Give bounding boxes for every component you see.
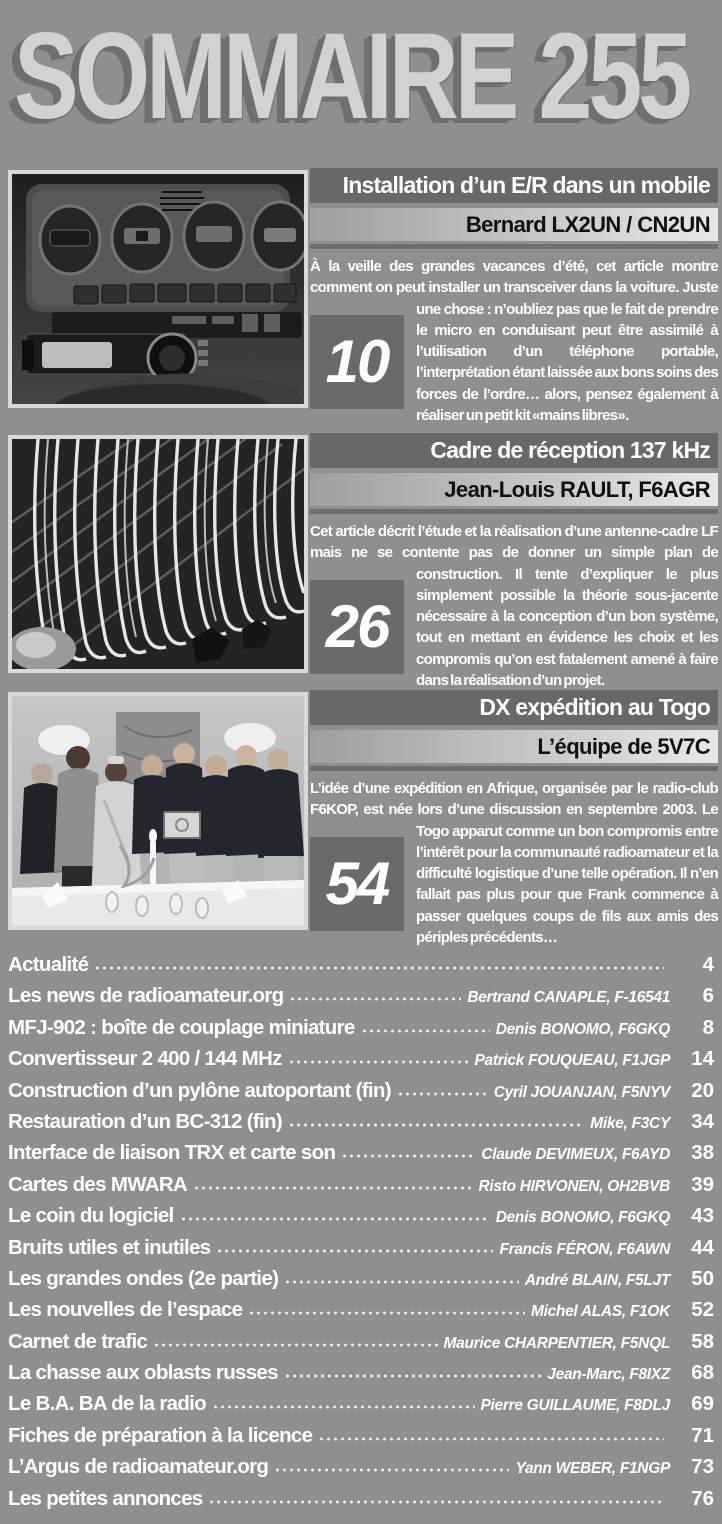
- toc-page-number: 76: [691, 1486, 714, 1510]
- toc-title: Cartes des MWARA: [8, 1172, 188, 1196]
- car-dashboard-photo-illustration: [12, 174, 304, 404]
- leader-dots: [397, 1091, 488, 1097]
- feature-title: DX expédition au Togo: [310, 690, 718, 725]
- leader-dots: [208, 1499, 664, 1505]
- toc-page-number: 50: [691, 1266, 714, 1290]
- toc-author: Denis BONOMO, F6GKQ: [495, 1209, 670, 1227]
- toc-row: [8, 1361, 714, 1392]
- toc-page-number: 44: [691, 1235, 714, 1259]
- leader-dots: [341, 1153, 475, 1159]
- feature-page-number: 10: [310, 315, 404, 409]
- toc-author: Claude DEVIMEUX, F6AYD: [481, 1146, 670, 1164]
- feature-summary: [310, 256, 718, 426]
- toc-page-number: 14: [691, 1047, 714, 1071]
- toc-author: Yann WEBER, F1NGP: [515, 1460, 670, 1478]
- toc-author: Mike, F3CY: [590, 1114, 670, 1132]
- leader-dots: [288, 1122, 584, 1128]
- toc-row: [8, 1455, 714, 1486]
- feature-page-number: 26: [310, 580, 404, 674]
- toc-author: Jean-Marc, F8IXZ: [547, 1366, 670, 1384]
- toc-page-number: 43: [691, 1204, 714, 1228]
- feature-page-number: 54: [310, 837, 404, 931]
- divider-rule: [310, 766, 718, 771]
- leader-dots: [248, 1310, 525, 1316]
- toc-page-number: 68: [691, 1361, 714, 1385]
- toc-page-number: 6: [702, 984, 714, 1008]
- toc-row: [8, 1267, 714, 1298]
- feature-author: Jean-Louis RAULT, F6AGR: [310, 473, 718, 506]
- toc-title: Les nouvelles de l’espace: [8, 1298, 243, 1322]
- feature-summary: [310, 521, 718, 691]
- leader-dots: [94, 965, 664, 971]
- toc-page-number: 34: [691, 1109, 714, 1133]
- toc-page-number: 52: [691, 1298, 714, 1322]
- toc-title: Bruits utiles et inutiles: [8, 1235, 211, 1259]
- feature-author: Bernard LX2UN / CN2UN: [310, 208, 718, 241]
- toc-row: [8, 1173, 714, 1204]
- toc-row: [8, 1047, 714, 1078]
- leader-dots: [284, 1279, 518, 1285]
- leader-dots: [288, 1059, 469, 1065]
- toc-row: [8, 1424, 714, 1455]
- toc-row: [8, 1141, 714, 1172]
- toc-title: Les news de radioamateur.org: [8, 984, 284, 1008]
- leader-dots: [274, 1467, 509, 1473]
- toc-page-number: 71: [691, 1423, 714, 1447]
- toc-row: [8, 1016, 714, 1047]
- feature-article-mobile-install: [0, 168, 722, 425]
- leader-dots: [289, 996, 461, 1002]
- toc-title: Les grandes ondes (2e partie): [8, 1266, 279, 1290]
- toc-page-number: 8: [702, 1015, 714, 1039]
- toc-title: Restauration d’un BC-312 (fin): [8, 1109, 282, 1133]
- leader-dots: [216, 1248, 493, 1254]
- toc-row: [8, 1298, 714, 1329]
- toc-row: [8, 1236, 714, 1267]
- toc-title: Interface de liaison TRX et carte son: [8, 1141, 336, 1165]
- toc-row: [8, 953, 714, 984]
- toc-title: Les petites annonces: [8, 1486, 203, 1510]
- toc-author: Denis BONOMO, F6GKQ: [495, 1020, 670, 1038]
- page-title: SOMMAIRE 255: [14, 7, 689, 145]
- antenna-windings-photo-illustration: [12, 439, 304, 669]
- toc-page-number: 58: [691, 1329, 714, 1353]
- feature-article-togo-dxpedition: [0, 690, 722, 947]
- feature-article-137khz-loop: [0, 433, 722, 690]
- leader-dots: [284, 1373, 541, 1379]
- toc-page-number: 4: [702, 953, 714, 976]
- feature-summary-text: Cet article décrit l’étude et la réalisation d’une antenne-cadre LF mais ne se contente pas de donner un simple plan de construction. Il tente d’expliquer le plus simplement possible la théorie sous-jacente nécessaire à la conception d’un bon système, tout en mettant en évidence les choix et les compromis qu’on est fatalement amené à faire dans la réalisation d’un projet.: [310, 523, 718, 690]
- toc-author: André BLAIN, F5LJT: [524, 1271, 670, 1289]
- toc-row: [8, 1079, 714, 1110]
- toc-title: Convertisseur 2 400 / 144 MHz: [8, 1047, 282, 1071]
- feature-summary: [310, 778, 718, 948]
- toc-page-number: 69: [691, 1392, 714, 1416]
- toc-title: Fiches de préparation à la licence: [8, 1423, 313, 1447]
- feature-title: Cadre de réception 137 kHz: [310, 433, 718, 468]
- toc-title: Le coin du logiciel: [8, 1204, 174, 1228]
- toc-title: Le B.A. BA de la radio: [8, 1392, 206, 1416]
- leader-dots: [212, 1404, 475, 1410]
- leader-dots: [153, 1342, 437, 1348]
- feature-summary-text: À la veille des grandes vacances d’été, cet article montre comment on peut installer un transceiver dans la voiture. Juste une chose : n’oubliez pas que le fait de prendre le micro en conduisant peut être assimilé à l’utilisation d’un téléphone portable, l’interprétation étant laissée aux bons soins des forces de l’ordre… alors, pensez également à réaliser un petit kit «mains libres».: [310, 258, 718, 425]
- leader-dots: [180, 1216, 490, 1222]
- toc-page-number: 20: [691, 1078, 714, 1102]
- feature-title: Installation d’un E/R dans un mobile: [310, 168, 718, 203]
- feature-photo: [8, 692, 308, 930]
- toc-title: Carnet de trafic: [8, 1329, 148, 1353]
- toc-author: Maurice CHARPENTIER, F5NQL: [443, 1334, 670, 1352]
- toc-author: Pierre GUILLAUME, F8DLJ: [480, 1397, 670, 1415]
- divider-rule: [310, 244, 718, 249]
- toc-author: Bertrand CANAPLE, F-16541: [467, 989, 670, 1007]
- toc-author: Francis FÉRON, F6AWN: [499, 1240, 670, 1258]
- feature-photo: [8, 170, 308, 408]
- toc-author: Cyril JOUANJAN, F5NYV: [493, 1083, 670, 1101]
- toc-title: Actualité: [8, 953, 89, 976]
- toc-row: [8, 984, 714, 1015]
- toc-title: La chasse aux oblasts russes: [8, 1361, 278, 1385]
- feature-summary-text: L’idée d’une expédition en Afrique, organisée par le radio-club F6KOP, est née lors d’une discussion en septembre 2003. Le Togo apparut comme un bon compromis entre l’intérêt pour la communauté radioamateur et la difficulté logistique d’une telle opération. Il n’en fallait pas plus pour que Frank commence à passer quelques coups de fils aux amis des périples précédents…: [310, 780, 718, 947]
- toc-row: [8, 1487, 714, 1518]
- leader-dots: [361, 1028, 490, 1034]
- toc-title: Construction d’un pylône autoportant (fin): [8, 1078, 391, 1102]
- toc-row: [8, 1392, 714, 1423]
- toc-author: Michel ALAS, F1OK: [530, 1303, 670, 1321]
- toc-author: Patrick FOUQUEAU, F1JGP: [474, 1052, 670, 1070]
- leader-dots: [318, 1436, 664, 1442]
- toc-row: [8, 1330, 714, 1361]
- toc-author: Risto HIRVONEN, OH2BVB: [478, 1177, 670, 1195]
- toc-page-number: 73: [691, 1455, 714, 1479]
- toc-page-number: 39: [691, 1172, 714, 1196]
- toc-row: [8, 1110, 714, 1141]
- divider-rule: [310, 509, 718, 514]
- table-of-contents: [8, 953, 714, 1518]
- toc-page-number: 38: [691, 1141, 714, 1165]
- toc-row: [8, 1204, 714, 1235]
- toc-title: MFJ-902 : boîte de couplage miniature: [8, 1015, 355, 1039]
- toc-title: L’Argus de radioamateur.org: [8, 1455, 269, 1479]
- feature-photo: [8, 435, 308, 673]
- team-dinner-photo-illustration: [12, 696, 304, 926]
- feature-author: L’équipe de 5V7C: [310, 730, 718, 763]
- leader-dots: [193, 1185, 472, 1191]
